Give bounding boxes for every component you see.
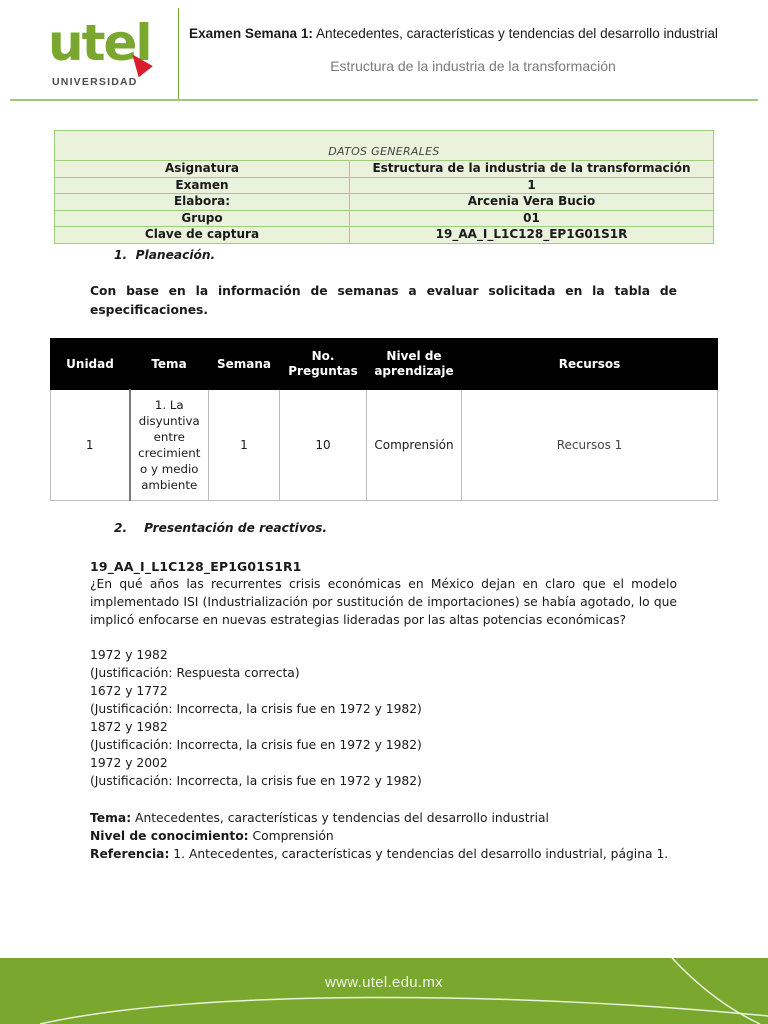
col-semana: Semana <box>209 339 280 390</box>
row-value: 1 <box>350 177 714 194</box>
cell-nivel: Comprensión <box>367 390 462 501</box>
row-value: 01 <box>350 210 714 227</box>
referencia-line-meta <box>90 845 677 863</box>
section-heading-reactivos: 2. Presentación de reactivos. <box>114 521 328 535</box>
exam-title-rest: Antecedentes, características y tendencias del desarrollo industrial <box>312 26 718 41</box>
question-metadata <box>90 809 677 863</box>
tema-value: Antecedentes, características y tendencias del desarrollo industrial <box>131 811 549 825</box>
header-divider-vertical <box>178 8 179 100</box>
section-heading-planeacion: 1. Planeación. <box>114 248 216 262</box>
cell-tema <box>130 390 209 501</box>
row-label: Examen <box>55 177 350 194</box>
row-value: Estructura de la industria de la transformación <box>350 161 714 178</box>
referencia-label: Referencia: <box>90 847 170 861</box>
nivel-label: Nivel de conocimiento: <box>90 829 249 843</box>
col-unidad: Unidad <box>51 339 130 390</box>
row-value: Arcenia Vera Bucio <box>350 194 714 211</box>
planning-table <box>50 338 718 501</box>
row-label: Grupo <box>55 210 350 227</box>
option-line: (Justificación: Incorrecta, la crisis fue en 1972 y 1982) <box>90 702 422 716</box>
option-line: (Justificación: Incorrecta, la crisis fue en 1972 y 1982) <box>90 774 422 788</box>
tema-label: Tema: <box>90 811 132 825</box>
table-row <box>55 194 714 211</box>
general-data-heading: DATOS GENERALES <box>55 131 714 161</box>
row-label: Asignatura <box>55 161 350 178</box>
nivel-value: Comprensión <box>248 829 334 843</box>
tema-line: o y medio <box>140 462 199 476</box>
row-label: Clave de captura <box>55 227 350 244</box>
logo-wordmark: utel <box>48 14 151 72</box>
nivel-line-meta <box>90 827 677 845</box>
exam-title-bold: Examen Semana 1: <box>189 26 313 41</box>
table-row <box>55 177 714 194</box>
tema-line: disyuntiva <box>138 414 200 428</box>
general-data-table <box>54 130 714 244</box>
page-footer <box>0 958 768 1024</box>
cell-preguntas: 10 <box>280 390 367 501</box>
tema-line: crecimient <box>138 446 201 460</box>
tema-line: 1. La <box>154 398 184 412</box>
logo-subtitle: UNIVERSIDAD <box>52 76 138 88</box>
option-line: 1972 y 1982 <box>90 648 168 662</box>
row-label: Elabora: <box>55 194 350 211</box>
col-tema: Tema <box>130 339 209 390</box>
footer-url-link[interactable]: www.utel.edu.mx <box>325 974 443 991</box>
footer-decoration-icon <box>0 958 768 1024</box>
col-preguntas: No. Preguntas <box>280 339 367 390</box>
option-line: 1972 y 2002 <box>90 756 168 770</box>
option-line: (Justificación: Respuesta correcta) <box>90 666 300 680</box>
table-row <box>55 210 714 227</box>
answer-options <box>90 646 422 790</box>
tema-line: entre <box>153 430 185 444</box>
table-row <box>51 390 718 501</box>
cell-semana: 1 <box>209 390 280 501</box>
table-header-row <box>51 339 718 390</box>
row-value: 19_AA_I_L1C128_EP1G01S1R <box>350 227 714 244</box>
question-text: ¿En qué años las recurrentes crisis económicas en México dejan en claro que el modelo implementado ISI (Industrialización por sustitución de importaciones) se había agotado, lo que implicó enfocarse en nuevas estrategias lideradas por las altas potencias económicas? <box>90 577 677 627</box>
course-subtitle: Estructura de la industria de la transformación <box>330 58 616 74</box>
exam-title <box>189 26 718 41</box>
table-row <box>55 161 714 178</box>
tema-line-meta <box>90 809 677 827</box>
option-line: 1872 y 1982 <box>90 720 168 734</box>
table-row <box>55 227 714 244</box>
referencia-value: 1. Antecedentes, características y tendencias del desarrollo industrial, página 1. <box>169 847 669 861</box>
cell-recursos: Recursos 1 <box>462 390 718 501</box>
option-line: (Justificación: Incorrecta, la crisis fue en 1972 y 1982) <box>90 738 422 752</box>
utel-logo <box>48 14 168 92</box>
col-recursos: Recursos <box>462 339 718 390</box>
option-line: 1672 y 1772 <box>90 684 168 698</box>
cell-unidad: 1 <box>51 390 130 501</box>
tema-line: ambiente <box>141 478 198 492</box>
question-id: 19_AA_I_L1C128_EP1G01S1R1 <box>90 559 302 574</box>
planeacion-intro: Con base en la información de semanas a evaluar solicitada en la tabla de especificaciones. <box>90 284 677 317</box>
header-divider-horizontal <box>10 99 758 101</box>
col-nivel: Nivel de aprendizaje <box>367 339 462 390</box>
